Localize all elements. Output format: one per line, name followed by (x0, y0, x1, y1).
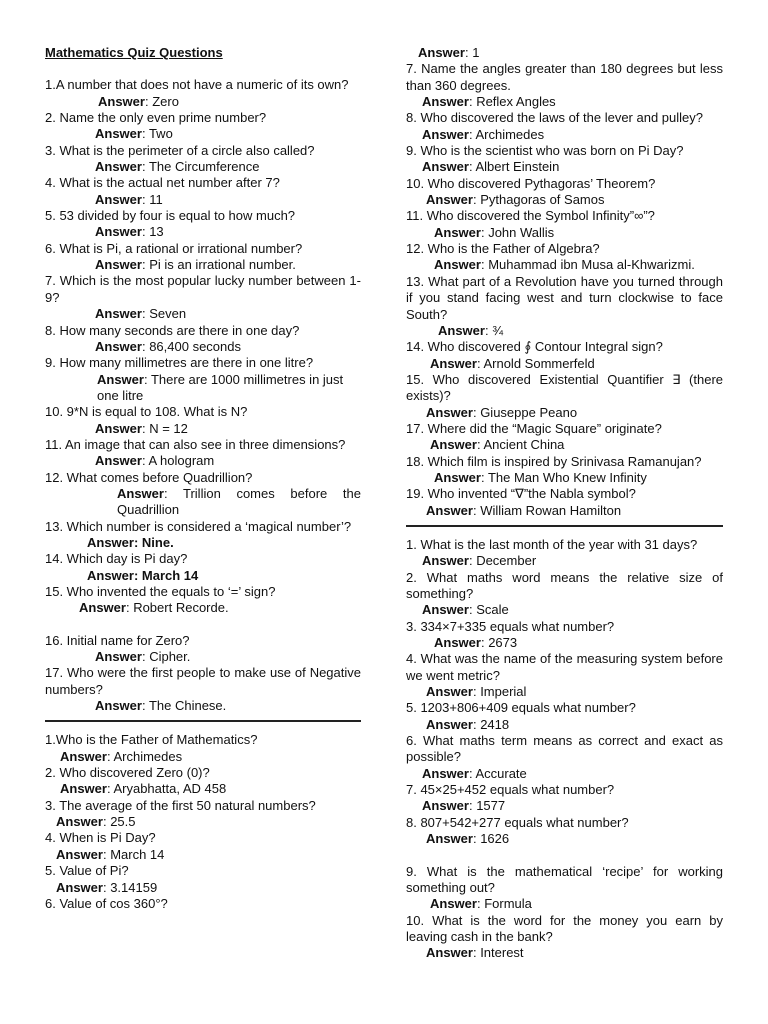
question-text: 5. 53 divided by four is equal to how much? (45, 208, 296, 224)
answer-value: : 86,400 seconds (141, 338, 241, 354)
answer-line (406, 159, 723, 175)
quiz-item (45, 143, 361, 176)
quiz-item (406, 241, 723, 274)
answer-value: : Accurate (468, 765, 527, 781)
answer-line (406, 503, 723, 519)
quiz-item (45, 519, 361, 552)
quiz-item (406, 700, 723, 733)
answer-label: Answer (56, 814, 103, 830)
answer-label: Answer (95, 224, 142, 240)
quiz-item (45, 241, 361, 274)
answer-line (406, 684, 723, 700)
quiz-item (406, 372, 723, 421)
answer-label: Answer (422, 553, 469, 569)
question-text: 15. Who discovered Existential Quantifier ∃ (there exists)? (406, 371, 723, 404)
answer-line (406, 323, 723, 339)
answer-value: : Archimedes (468, 126, 545, 142)
answer-label: Answer (418, 45, 465, 60)
question-text: 8. Who discovered the laws of the lever and pulley? (406, 110, 704, 126)
answer-line (406, 553, 723, 569)
question-text: 4. What is the actual net number after 7? (45, 175, 280, 191)
answer-line (406, 257, 723, 273)
quiz-item (45, 110, 361, 143)
answer-value: : Albert Einstein (468, 159, 560, 175)
answer-label: Answer (434, 469, 481, 485)
answer-label: Answer (422, 602, 469, 618)
answer-label: Answer (422, 159, 469, 175)
answer-line (45, 749, 361, 765)
answer-label: Answer (430, 355, 477, 371)
answer-value: : Nine. (133, 534, 174, 550)
quiz-item (45, 665, 361, 714)
answer-line (406, 717, 723, 733)
answer-label: Answer (56, 846, 103, 862)
answer-label: Answer (422, 126, 469, 142)
quiz-item (406, 864, 723, 913)
quiz-item (406, 782, 723, 815)
answer-line (45, 372, 361, 405)
answer-line (45, 192, 361, 208)
answer-line (406, 470, 723, 486)
quiz-item (45, 732, 361, 765)
answer-value: : Interest (472, 945, 524, 961)
answer-line (45, 847, 361, 863)
answer-label: Answer (87, 534, 134, 550)
answer-line (406, 896, 723, 912)
answer-value: : Zero (144, 93, 179, 109)
question-text: 3. 334×7+335 equals what number? (406, 618, 615, 634)
quiz-block-1 (45, 77, 361, 616)
answer-label: Answer (98, 93, 145, 109)
answer-value: : The Chinese. (141, 698, 227, 714)
answer-value: : Ancient China (476, 437, 565, 453)
answer-line (406, 945, 723, 961)
answer-line (406, 225, 723, 241)
answer-value: : The Circumference (141, 159, 260, 175)
answer-label: Answer (95, 306, 142, 322)
right-column (406, 45, 723, 962)
question-text: 9. Who is the scientist who was born on Pi Day? (406, 143, 684, 159)
answer-line (45, 814, 361, 830)
question-text: 16. Initial name for Zero? (45, 632, 190, 648)
answer-label: Answer (56, 879, 103, 895)
answer-line (406, 405, 723, 421)
quiz-item (406, 339, 723, 372)
answer-label: Answer (426, 831, 473, 847)
answer-label: Answer (95, 649, 142, 665)
question-text: 19. Who invented “∇”the Nabla symbol? (406, 486, 636, 502)
answer-value: : Formula (476, 896, 532, 912)
question-text: 14. Who discovered ∮ Contour Integral sign? (406, 339, 663, 355)
question-text: 6. What is Pi, a rational or irrational number? (45, 240, 303, 256)
question-text: 9. How many millimetres are there in one litre? (45, 355, 314, 371)
answer-label: Answer (434, 257, 481, 273)
answer-line (45, 781, 361, 797)
answer-label: Answer (95, 126, 142, 142)
spacer (406, 848, 723, 864)
question-text: 10. Who discovered Pythagoras’ Theorem? (406, 175, 656, 191)
answer-line (406, 192, 723, 208)
answer-label: Answer (97, 371, 144, 387)
answer-label: Answer (422, 798, 469, 814)
answer-value: : 2418 (472, 716, 510, 732)
answer-line (45, 486, 361, 519)
answer-label: Answer (430, 437, 477, 453)
quiz-item (406, 537, 723, 570)
question-text: 17. Who were the first people to make use of Negative numbers? (45, 665, 361, 697)
answer-label: Answer (422, 765, 469, 781)
answer-value: : The Man Who Knew Infinity (480, 469, 647, 485)
answer-value: : N = 12 (141, 420, 188, 436)
quiz-block-1b (45, 633, 361, 715)
answer-value: : A hologram (141, 453, 215, 469)
answer-line (45, 698, 361, 714)
answer-line (45, 257, 361, 273)
answer-label: Answer (438, 322, 485, 338)
answer-value: : March 14 (102, 846, 165, 862)
question-text: 7. Name the angles greater than 180 degrees but less than 360 degrees. (406, 61, 723, 93)
question-text: 13. Which number is considered a ‘magical number’? (45, 518, 352, 534)
question-text: 12. Who is the Father of Algebra? (406, 241, 600, 257)
question-text: 12. What comes before Quadrillion? (45, 469, 253, 485)
question-text: 1.A number that does not have a numeric of its own? (45, 77, 349, 93)
answer-line (406, 766, 723, 782)
answer-value: : 3.14159 (102, 879, 158, 895)
quiz-item (45, 633, 361, 666)
question-text: 3. What is the perimeter of a circle also called? (45, 142, 315, 158)
question-text: 6. What maths term means as correct and exact as possible? (406, 733, 723, 765)
answer-value: : Imperial (472, 684, 527, 700)
answer-label: Answer (426, 684, 473, 700)
answer-line (45, 159, 361, 175)
quiz-block-2-continued (406, 45, 723, 519)
answer-value: : 25.5 (102, 814, 136, 830)
question-text: 4. What was the name of the measuring system before we went metric? (406, 651, 723, 683)
question-text: 11. Who discovered the Symbol Infinity”∞”? (406, 208, 655, 224)
question-text: 11. An image that can also see in three dimensions? (45, 436, 346, 452)
answer-line (45, 880, 361, 896)
quiz-item (406, 815, 723, 848)
quiz-item (45, 584, 361, 617)
answer-value: : Archimedes (106, 748, 183, 764)
answer-line (406, 45, 723, 61)
quiz-block-3 (406, 537, 723, 848)
question-text: 1. What is the last month of the year with 31 days? (406, 536, 698, 552)
answer-label: Answer (79, 600, 126, 616)
answer-label: Answer (117, 485, 164, 501)
quiz-item (45, 437, 361, 470)
answer-value: : Seven (141, 306, 187, 322)
answer-label: Answer (426, 404, 473, 420)
answer-line (406, 831, 723, 847)
answer-value: : 1626 (472, 831, 510, 847)
answer-value: : John Wallis (480, 224, 555, 240)
question-text: 18. Which film is inspired by Srinivasa Ramanujan? (406, 453, 702, 469)
quiz-item (406, 143, 723, 176)
question-text: 2. What maths word means the relative size of something? (406, 569, 723, 601)
quiz-item (45, 323, 361, 356)
question-text: 2. Who discovered Zero (0)? (45, 765, 210, 781)
answer-label: Answer (426, 945, 473, 961)
answer-line (406, 798, 723, 814)
quiz-item (406, 651, 723, 700)
answer-value: : 2673 (480, 635, 518, 651)
answer-label: Answer (426, 502, 473, 518)
answer-value: : Giuseppe Peano (472, 404, 578, 420)
question-text: 3. The average of the first 50 natural numbers? (45, 797, 316, 813)
answer-label: Answer (60, 781, 107, 797)
answer-value: : March 14 (133, 567, 199, 583)
question-text: 4. When is Pi Day? (45, 830, 156, 846)
answer-value: : Scale (468, 602, 509, 618)
quiz-item (45, 896, 361, 912)
quiz-item (45, 355, 361, 404)
quiz-item (406, 570, 723, 619)
left-column (45, 45, 361, 912)
page-title: Mathematics Quiz Questions (45, 45, 223, 60)
answer-label: Answer (95, 698, 142, 714)
answer-value: : 1 (464, 45, 480, 60)
section-divider (406, 525, 723, 527)
answer-value: : Robert Recorde. (125, 600, 229, 616)
answer-label: Answer (422, 94, 469, 110)
answer-line (406, 356, 723, 372)
answer-label: Answer (87, 567, 134, 583)
question-text: 7. 45×25+452 equals what number? (406, 782, 615, 798)
quiz-item (45, 798, 361, 831)
question-text: 9. What is the mathematical ‘recipe’ for working something out? (406, 863, 723, 895)
answer-value: : Reflex Angles (468, 94, 556, 110)
quiz-item (406, 110, 723, 143)
quiz-item (45, 77, 361, 110)
answer-label: Answer (95, 338, 142, 354)
answer-value: : 13 (141, 224, 164, 240)
answer-label: Answer (95, 420, 142, 436)
quiz-item (45, 470, 361, 519)
quiz-item (406, 486, 723, 519)
question-text: 5. Value of Pi? (45, 863, 129, 879)
answer-value: : Arnold Sommerfeld (476, 355, 595, 371)
quiz-item (406, 274, 723, 339)
answer-line (406, 437, 723, 453)
quiz-item (406, 454, 723, 487)
answer-label: Answer (60, 748, 107, 764)
answer-value: : Muhammad ibn Musa al-Khwarizmi. (480, 257, 695, 273)
answer-label: Answer (95, 159, 142, 175)
answer-label: Answer (434, 224, 481, 240)
answer-value: : 11 (141, 191, 163, 207)
question-text: 13. What part of a Revolution have you turned through if you stand facing west and turn clockwise to face South? (406, 273, 723, 322)
question-text: 7. Which is the most popular lucky number between 1-9? (45, 273, 361, 305)
quiz-block-3b (406, 864, 723, 962)
quiz-item (45, 765, 361, 798)
quiz-item (406, 733, 723, 782)
answer-line (45, 568, 361, 584)
answer-label: Answer (95, 453, 142, 469)
answer-line (406, 602, 723, 618)
answer-value: : Cipher. (141, 649, 191, 665)
question-text: 2. Name the only even prime number? (45, 110, 267, 126)
answer-label: Answer (95, 257, 142, 273)
quiz-item (406, 176, 723, 209)
question-text: 8. 807+542+277 equals what number? (406, 814, 629, 830)
quiz-item (45, 175, 361, 208)
quiz-item (45, 208, 361, 241)
answer-line (406, 635, 723, 651)
answer-label: Answer (434, 635, 481, 651)
answer-line (45, 453, 361, 469)
answer-value: : ¾ (484, 322, 504, 338)
question-text: 1.Who is the Father of Mathematics? (45, 732, 258, 748)
question-text: 15. Who invented the equals to ‘=’ sign? (45, 584, 276, 599)
question-text: 10. What is the word for the money you earn by leaving cash in the bank? (406, 912, 723, 944)
answer-line (45, 535, 361, 551)
answer-label: Answer (95, 191, 142, 207)
answer-label: Answer (426, 192, 473, 208)
answer-line (45, 339, 361, 355)
quiz-item (406, 61, 723, 110)
answer-value: : Aryabhatta, AD 458 (106, 781, 227, 797)
answer-line (45, 421, 361, 437)
quiz-block-2 (45, 732, 361, 912)
question-text: 6. Value of cos 360°? (45, 895, 168, 911)
answer-line (45, 224, 361, 240)
question-text: 14. Which day is Pi day? (45, 551, 188, 567)
answer-line (406, 94, 723, 110)
answer-value: : Pi is an irrational number. (141, 257, 296, 273)
answer-label: Answer (430, 896, 477, 912)
question-text: 10. 9*N is equal to 108. What is N? (45, 404, 248, 420)
answer-line (45, 126, 361, 142)
answer-value: : There are 1000 millimetres in just one litre (97, 371, 344, 403)
quiz-item (406, 208, 723, 241)
quiz-item (45, 404, 361, 437)
answer-line (45, 94, 361, 110)
question-text: 8. How many seconds are there in one day? (45, 322, 300, 338)
answer-line (45, 306, 361, 322)
answer-value: : Two (141, 126, 173, 142)
answer-value: : William Rowan Hamilton (472, 502, 622, 518)
quiz-item (406, 913, 723, 962)
quiz-item (406, 45, 723, 61)
question-text: 17. Where did the “Magic Square” originate? (406, 420, 662, 436)
quiz-item (406, 619, 723, 652)
answer-value: : Pythagoras of Samos (472, 192, 605, 208)
answer-line (45, 600, 361, 616)
answer-value: : Trillion comes before the Quadrillion (117, 485, 361, 518)
quiz-item (45, 551, 361, 584)
answer-value: : December (468, 553, 537, 569)
quiz-item (45, 273, 361, 322)
quiz-item (45, 863, 361, 896)
spacer (45, 617, 361, 633)
quiz-item (406, 421, 723, 454)
answer-line (45, 649, 361, 665)
answer-line (406, 127, 723, 143)
answer-label: Answer (426, 716, 473, 732)
question-text: 5. 1203+806+409 equals what number? (406, 700, 636, 716)
quiz-item (45, 830, 361, 863)
answer-value: : 1577 (468, 798, 506, 814)
section-divider (45, 720, 361, 722)
